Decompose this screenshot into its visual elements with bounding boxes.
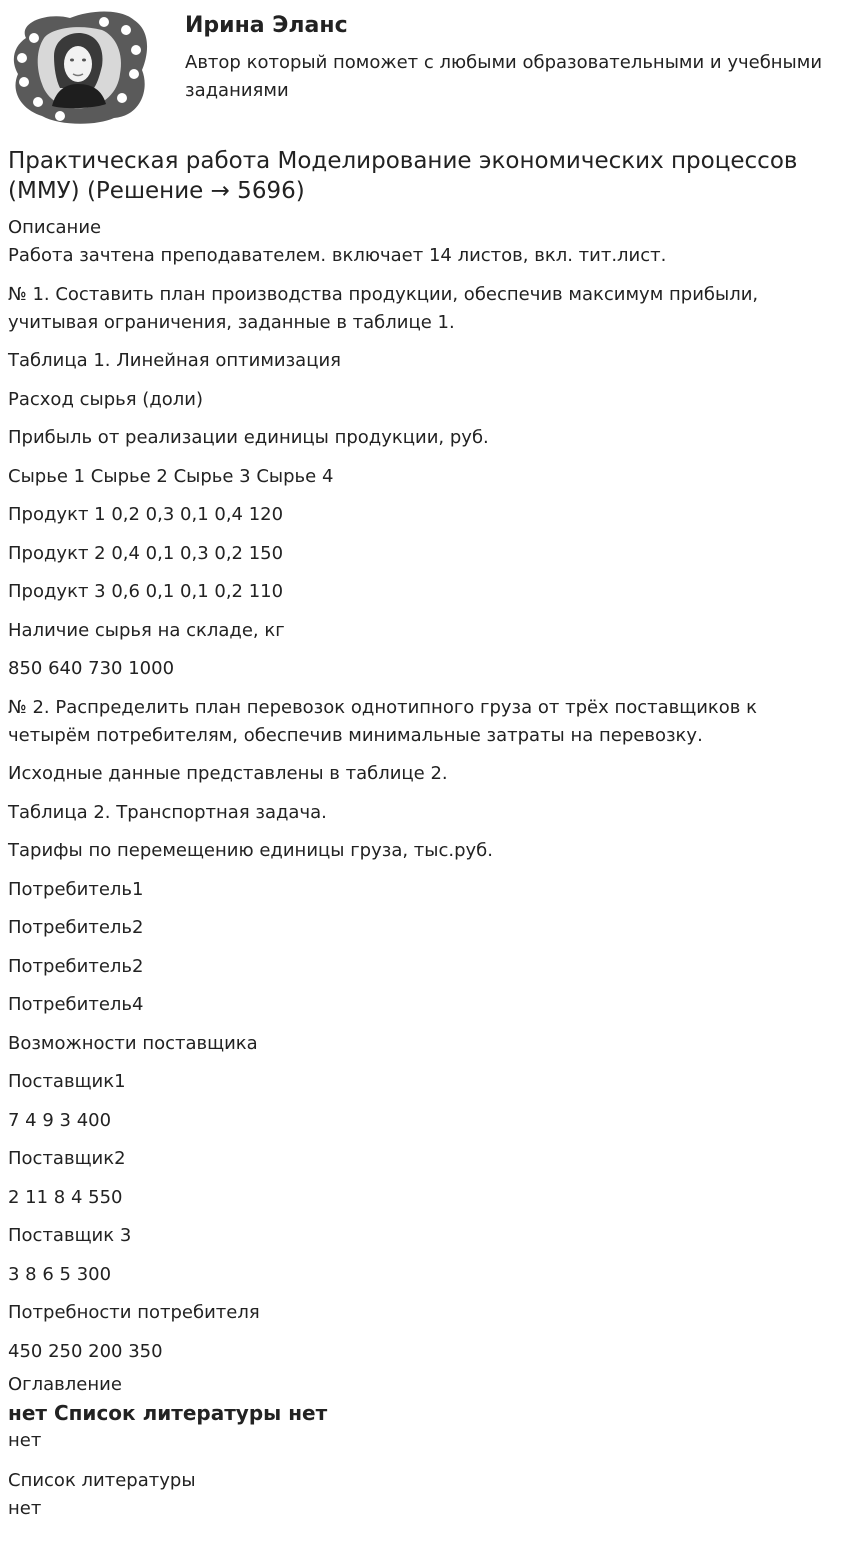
description-paragraph: Сырье 1 Сырье 2 Сырье 3 Сырье 4: [8, 465, 334, 487]
description-paragraph: Таблица 2. Транспортная задача.: [8, 801, 327, 823]
description-paragraph: № 2. Распределить план перевозок однотипного груза от трёх поставщиков к четырём потребителям, обеспечив минимальные затраты на перевозку.: [8, 696, 758, 746]
description-paragraph: Поставщик 3: [8, 1225, 132, 1246]
description-paragraph: Потребитель1: [8, 878, 144, 900]
description-paragraph: 850 640 730 1000: [8, 658, 175, 679]
description-paragraph: 2 11 8 4 550: [8, 1186, 123, 1208]
description-paragraph: Поставщик2: [8, 1148, 126, 1169]
description-paragraph: Продукт 3 0,6 0,1 0,1 0,2 110: [8, 581, 284, 602]
description-paragraph: Потребитель2: [8, 917, 144, 938]
description-paragraph: № 1. Составить план производства продукции, обеспечив максимум прибыли, учитывая ограничения, заданные в таблице 1.: [8, 283, 759, 333]
description-paragraph: Таблица 1. Линейная оптимизация: [8, 350, 341, 371]
description-paragraph: Работа зачтена преподавателем. включает 14 листов, вкл. тит.лист.: [8, 245, 667, 266]
description-paragraph: Тарифы по перемещению единицы груза, тыс.руб.: [8, 840, 494, 861]
description-paragraph: Расход сырья (доли): [8, 388, 204, 410]
description-paragraph: 3 8 6 5 300: [8, 1263, 112, 1285]
description-paragraph: Возможности поставщика: [8, 1032, 258, 1054]
author-description: Автор который поможет с любыми образовательными и учебными заданиями: [185, 52, 823, 101]
author-avatar: [8, 8, 150, 126]
author-header: [0, 0, 847, 140]
description-paragraph: Продукт 2 0,4 0,1 0,3 0,2 150: [8, 542, 284, 564]
description-label: Описание: [8, 217, 102, 238]
toc-heading: нет Список литературы нет: [8, 1400, 328, 1425]
description-paragraph: Продукт 1 0,2 0,3 0,1 0,4 120: [8, 504, 284, 525]
work-content: [8, 146, 840, 1523]
description-paragraph: Потребитель2: [8, 955, 144, 977]
references-label: Список литературы: [8, 1469, 196, 1491]
description-paragraph: Исходные данные представлены в таблице 2.: [8, 763, 448, 784]
toc-label: Оглавление: [8, 1373, 122, 1395]
author-name: Ирина Эланс: [185, 13, 348, 38]
description-paragraph: Потребитель4: [8, 994, 144, 1015]
description-paragraph: 450 250 200 350: [8, 1340, 163, 1362]
description-paragraph: Наличие сырья на складе, кг: [8, 619, 285, 641]
description-paragraph: Поставщик1: [8, 1071, 126, 1092]
description-paragraph: Прибыль от реализации единицы продукции, руб.: [8, 427, 489, 448]
toc-value: нет: [8, 1429, 42, 1451]
description-paragraph: 7 4 9 3 400: [8, 1109, 112, 1131]
references-value: нет: [8, 1497, 42, 1519]
page-title: Практическая работа Моделирование экономических процессов (ММУ) (Решение → 5696): [8, 148, 798, 204]
description-paragraph: Потребности потребителя: [8, 1302, 260, 1323]
description-body: [8, 242, 840, 1366]
